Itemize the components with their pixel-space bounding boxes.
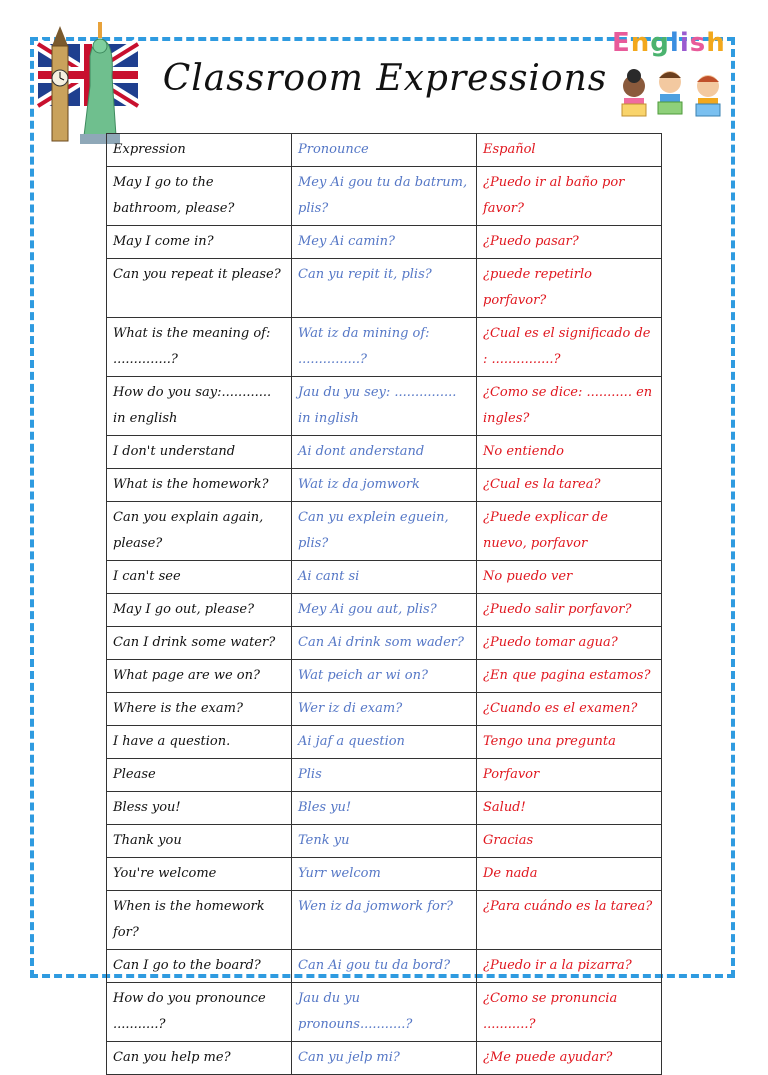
expression-cell: May I come in? bbox=[107, 226, 292, 259]
pronounce-cell: Mey Ai gou aut, plis? bbox=[292, 594, 477, 627]
expression-cell: What is the meaning of: ..............? bbox=[107, 318, 292, 377]
expression-cell: May I go out, please? bbox=[107, 594, 292, 627]
espanol-cell: ¿puede repetirlo porfavor? bbox=[477, 259, 662, 318]
expression-cell: Please bbox=[107, 759, 292, 792]
expression-cell: May I go to the bathroom, please? bbox=[107, 167, 292, 226]
expression-cell: Where is the exam? bbox=[107, 693, 292, 726]
table-row bbox=[107, 1042, 662, 1075]
table-row bbox=[107, 561, 662, 594]
pronounce-cell: Wen iz da jomwork for? bbox=[292, 891, 477, 950]
pronounce-cell: Jau du yu sey: ............... in inglish bbox=[292, 377, 477, 436]
big-ben-icon bbox=[52, 26, 68, 141]
expression-cell: Thank you bbox=[107, 825, 292, 858]
expression-cell: Can you explain again, please? bbox=[107, 502, 292, 561]
table-row bbox=[107, 759, 662, 792]
header-pronounce: Pronounce bbox=[292, 134, 477, 167]
espanol-cell: No puedo ver bbox=[477, 561, 662, 594]
table-row bbox=[107, 167, 662, 226]
espanol-cell: ¿Puedo tomar agua? bbox=[477, 627, 662, 660]
espanol-cell: ¿En que pagina estamos? bbox=[477, 660, 662, 693]
london-liberty-illustration bbox=[18, 16, 143, 146]
espanol-cell: Gracias bbox=[477, 825, 662, 858]
table-row bbox=[107, 660, 662, 693]
espanol-cell: ¿Para cuándo es la tarea? bbox=[477, 891, 662, 950]
expression-cell: Can I drink some water? bbox=[107, 627, 292, 660]
children-reading-icon bbox=[604, 24, 738, 124]
expression-cell: How do you say:............ in english bbox=[107, 377, 292, 436]
pronounce-cell: Tenk yu bbox=[292, 825, 477, 858]
espanol-cell: Salud! bbox=[477, 792, 662, 825]
table-row bbox=[107, 858, 662, 891]
expression-cell: Can I go to the board? bbox=[107, 950, 292, 983]
pronounce-cell: Wer iz di exam? bbox=[292, 693, 477, 726]
pronounce-cell: Can yu explein eguein, plis? bbox=[292, 502, 477, 561]
espanol-cell: Porfavor bbox=[477, 759, 662, 792]
espanol-cell: ¿Me puede ayudar? bbox=[477, 1042, 662, 1075]
espanol-cell: ¿Puedo ir al baño por favor? bbox=[477, 167, 662, 226]
pronounce-cell: Can yu jelp mi? bbox=[292, 1042, 477, 1075]
table-header-row bbox=[107, 134, 662, 167]
expression-cell: When is the homework for? bbox=[107, 891, 292, 950]
expression-cell: You're welcome bbox=[107, 858, 292, 891]
header-espanol: Español bbox=[477, 134, 662, 167]
expression-cell: How do you pronounce ...........? bbox=[107, 983, 292, 1042]
expression-cell: Can you repeat it please? bbox=[107, 259, 292, 318]
table-row bbox=[107, 983, 662, 1042]
pronounce-cell: Mey Ai camin? bbox=[292, 226, 477, 259]
table-row bbox=[107, 693, 662, 726]
pronounce-cell: Ai jaf a question bbox=[292, 726, 477, 759]
pronounce-cell: Can yu repit it, plis? bbox=[292, 259, 477, 318]
pronounce-cell: Bles yu! bbox=[292, 792, 477, 825]
espanol-cell: De nada bbox=[477, 858, 662, 891]
pronounce-cell: Jau du yu pronouns...........? bbox=[292, 983, 477, 1042]
pronounce-cell: Wat iz da mining of: ...............? bbox=[292, 318, 477, 377]
table-row bbox=[107, 436, 662, 469]
pronounce-cell: Ai dont anderstand bbox=[292, 436, 477, 469]
expression-cell: I don't understand bbox=[107, 436, 292, 469]
table-row bbox=[107, 469, 662, 502]
espanol-cell: ¿Puedo salir porfavor? bbox=[477, 594, 662, 627]
espanol-cell: Tengo una pregunta bbox=[477, 726, 662, 759]
english-badge-text: English bbox=[612, 28, 726, 58]
pronounce-cell: Can Ai drink som wader? bbox=[292, 627, 477, 660]
espanol-cell: ¿Como se pronuncia ...........? bbox=[477, 983, 662, 1042]
pronounce-cell: Wat iz da jomwork bbox=[292, 469, 477, 502]
expression-cell: What is the homework? bbox=[107, 469, 292, 502]
table-row bbox=[107, 891, 662, 950]
espanol-cell: ¿Como se dice: ........... en ingles? bbox=[477, 377, 662, 436]
page-title: Classroom Expressions bbox=[162, 58, 608, 99]
table-row bbox=[107, 594, 662, 627]
espanol-cell: ¿Puedo ir a la pizarra? bbox=[477, 950, 662, 983]
espanol-cell: ¿Puedo pasar? bbox=[477, 226, 662, 259]
espanol-cell: ¿Cuando es el examen? bbox=[477, 693, 662, 726]
espanol-cell: ¿Puede explicar de nuevo, porfavor bbox=[477, 502, 662, 561]
table-row bbox=[107, 259, 662, 318]
expression-cell: Can you help me? bbox=[107, 1042, 292, 1075]
expression-cell: I have a question. bbox=[107, 726, 292, 759]
pronounce-cell: Yurr welcom bbox=[292, 858, 477, 891]
pronounce-cell: Ai cant si bbox=[292, 561, 477, 594]
expression-cell: What page are we on? bbox=[107, 660, 292, 693]
pronounce-cell: Plis bbox=[292, 759, 477, 792]
table-row bbox=[107, 318, 662, 377]
expression-cell: Bless you! bbox=[107, 792, 292, 825]
pronounce-cell: Mey Ai gou tu da batrum, plis? bbox=[292, 167, 477, 226]
english-kids-illustration bbox=[604, 24, 738, 124]
table-row bbox=[107, 226, 662, 259]
table-row bbox=[107, 502, 662, 561]
espanol-cell: ¿Cual es el significado de : ...............? bbox=[477, 318, 662, 377]
expressions-table bbox=[106, 133, 662, 1075]
table-row bbox=[107, 627, 662, 660]
espanol-cell: ¿Cual es la tarea? bbox=[477, 469, 662, 502]
pronounce-cell: Can Ai gou tu da bord? bbox=[292, 950, 477, 983]
header-expression: Expression bbox=[107, 134, 292, 167]
table-row bbox=[107, 377, 662, 436]
table-row bbox=[107, 950, 662, 983]
pronounce-cell: Wat peich ar wi on? bbox=[292, 660, 477, 693]
expression-cell: I can't see bbox=[107, 561, 292, 594]
espanol-cell: No entiendo bbox=[477, 436, 662, 469]
table-row bbox=[107, 792, 662, 825]
table-row bbox=[107, 825, 662, 858]
table-row bbox=[107, 726, 662, 759]
